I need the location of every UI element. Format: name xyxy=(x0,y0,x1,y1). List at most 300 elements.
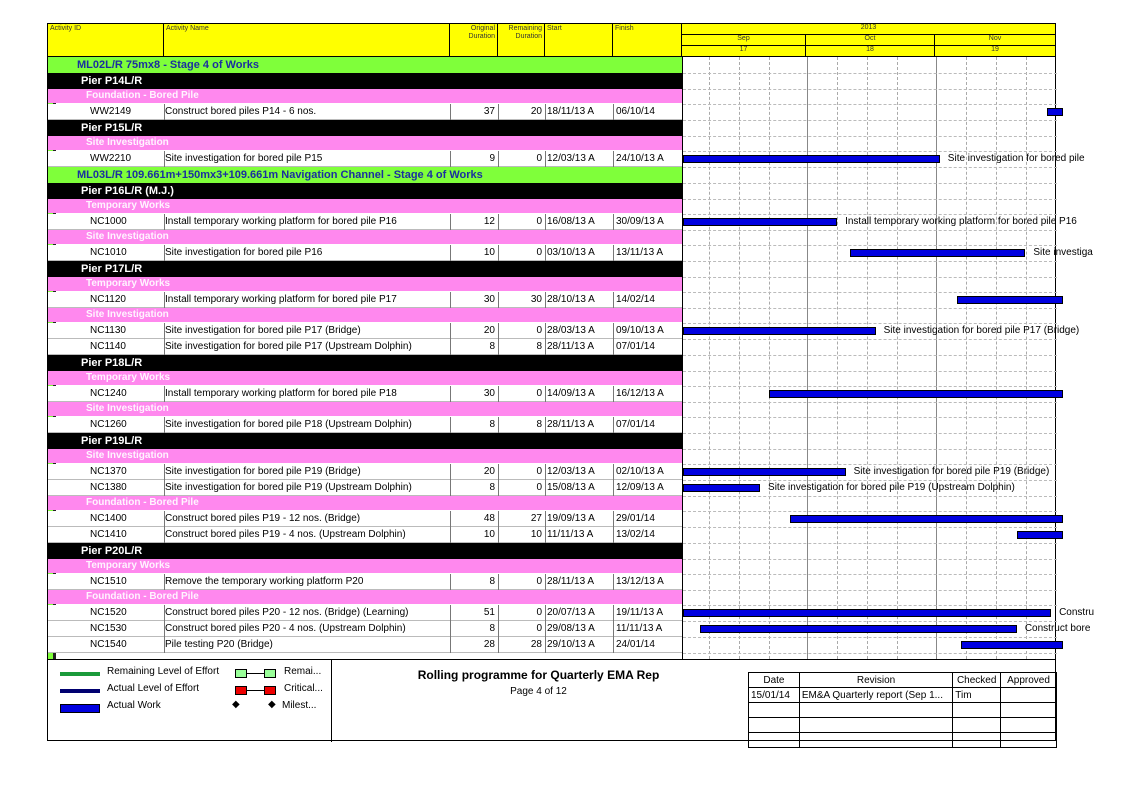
legend-actual-level: Actual Level of Effort xyxy=(107,683,200,694)
column-divider xyxy=(164,527,165,543)
revision-empty-cell xyxy=(953,733,1001,748)
work-category-row[interactable] xyxy=(48,449,682,463)
column-divider xyxy=(545,151,546,167)
activity-id: NC1140 xyxy=(90,341,126,352)
activity-row[interactable] xyxy=(48,621,682,637)
revision-checked: Tim xyxy=(953,688,1001,703)
column-divider xyxy=(545,480,546,496)
legend-milestone: Milest... xyxy=(282,700,317,711)
timescale-week-17: 17 xyxy=(682,46,806,57)
finish-date: 07/01/14 xyxy=(616,341,655,352)
column-divider xyxy=(498,151,499,167)
original-duration: 30 xyxy=(483,388,495,399)
row-gridline xyxy=(683,292,1057,293)
remaining-duration: 20 xyxy=(530,106,542,117)
revision-empty-cell xyxy=(799,703,952,718)
work-category-row[interactable] xyxy=(48,277,682,291)
work-category-row[interactable] xyxy=(48,136,682,150)
bar-label: Site investiga xyxy=(1033,247,1093,258)
column-divider xyxy=(498,386,499,402)
group-label: Pier P17L/R xyxy=(81,263,143,275)
activity-id: NC1520 xyxy=(90,607,127,618)
legend-actual-work: Actual Work xyxy=(107,700,161,711)
activity-name: Pile testing P20 (Bridge) xyxy=(165,639,273,650)
column-divider xyxy=(498,480,499,496)
gantt-report-page xyxy=(47,23,1095,741)
column-divider xyxy=(545,292,546,308)
row-gridline xyxy=(683,496,1057,497)
column-divider xyxy=(164,339,165,355)
finish-date: 24/01/14 xyxy=(616,639,655,650)
activity-row[interactable] xyxy=(48,339,682,355)
finish-date: 06/10/14 xyxy=(616,106,655,117)
pier-band xyxy=(683,543,1057,559)
column-divider xyxy=(545,339,546,355)
column-divider xyxy=(613,323,614,339)
work-category-row[interactable] xyxy=(48,402,682,416)
column-divider xyxy=(164,104,165,120)
row-gridline xyxy=(683,417,1057,418)
finish-date: 30/09/13 A xyxy=(616,216,664,227)
wbs-group-row[interactable] xyxy=(48,167,682,183)
activity-name: Site investigation for bored pile P15 xyxy=(165,153,323,164)
activity-name: Construct bored piles P14 - 6 nos. xyxy=(165,106,317,117)
column-divider xyxy=(613,104,614,120)
activity-name: Remove the temporary working platform P20 xyxy=(165,576,364,587)
column-divider xyxy=(545,245,546,261)
activity-bar[interactable] xyxy=(683,155,940,163)
row-gridline xyxy=(683,449,1057,450)
column-divider xyxy=(613,339,614,355)
group-label: ML02L/R 75mx8 - Stage 4 of Works xyxy=(77,59,259,71)
header-finish[interactable]: Finish xyxy=(613,24,682,57)
column-divider xyxy=(164,574,165,590)
column-divider xyxy=(498,511,499,527)
column-divider xyxy=(498,621,499,637)
finish-date: 13/12/13 A xyxy=(616,576,664,587)
activity-row[interactable] xyxy=(48,574,682,590)
report-title: Rolling programme for Quarterly EMA Rep xyxy=(417,668,660,682)
original-duration: 51 xyxy=(483,607,495,618)
group-label: Site Investigation xyxy=(86,137,169,148)
column-divider xyxy=(545,527,546,543)
activity-bar[interactable] xyxy=(957,296,1063,304)
column-divider xyxy=(545,214,546,230)
remaining-duration: 28 xyxy=(530,639,542,650)
header-activity-name[interactable]: Activity Name xyxy=(164,24,450,57)
row-gridline xyxy=(683,214,1057,215)
activity-name: Site investigation for bored pile P17 (Upstream Dolphin) xyxy=(165,341,412,352)
start-date: 11/11/13 A xyxy=(547,529,594,540)
column-divider xyxy=(498,464,499,480)
activity-bar[interactable] xyxy=(850,249,1025,257)
row-gridline xyxy=(683,386,1057,387)
column-divider xyxy=(498,417,499,433)
group-label: Pier P18L/R xyxy=(81,357,143,369)
activity-id: NC1120 xyxy=(90,294,126,305)
column-divider xyxy=(164,292,165,308)
activity-row[interactable] xyxy=(48,323,682,339)
column-divider xyxy=(164,464,165,480)
remaining-duration: 0 xyxy=(536,153,542,164)
column-divider xyxy=(450,104,451,120)
original-duration: 20 xyxy=(483,466,495,477)
remaining-duration: 0 xyxy=(536,388,542,399)
revision-empty-cell xyxy=(953,703,1001,718)
finish-date: 02/10/13 A xyxy=(616,466,664,477)
activity-row[interactable] xyxy=(48,464,682,480)
column-divider xyxy=(498,323,499,339)
activity-bar[interactable] xyxy=(683,327,876,335)
column-divider xyxy=(164,417,165,433)
activity-id: NC1010 xyxy=(90,247,127,258)
column-divider xyxy=(613,464,614,480)
column-divider xyxy=(164,511,165,527)
column-divider xyxy=(450,621,451,637)
bar-label: Site investigation for bored pile P17 (Bridge) xyxy=(883,325,1080,336)
remaining-duration: 8 xyxy=(536,419,542,430)
group-label: Foundation - Bored Pile xyxy=(86,591,199,602)
activity-name: Site investigation for bored pile P19 (Bridge) xyxy=(165,466,361,477)
column-divider xyxy=(164,386,165,402)
remaining-duration: 0 xyxy=(536,247,542,258)
revision-empty-cell xyxy=(953,718,1001,733)
pier-band xyxy=(683,261,1057,277)
remaining-duration: 0 xyxy=(536,607,542,618)
column-divider xyxy=(450,245,451,261)
column-divider xyxy=(498,245,499,261)
activity-name: Construct bored piles P19 - 12 nos. (Bridge) xyxy=(165,513,361,524)
work-category-row[interactable] xyxy=(48,308,682,322)
finish-date: 12/09/13 A xyxy=(616,482,664,493)
activity-id: NC1410 xyxy=(90,529,127,540)
activity-bar[interactable] xyxy=(700,625,1017,633)
group-label: ML03L/R 109.661m+150mx3+109.661m Navigation Channel - Stage 4 of Works xyxy=(77,169,483,181)
activity-id: NC1540 xyxy=(90,639,127,650)
activity-name: Site investigation for bored pile P19 (Upstream Dolphin) xyxy=(165,482,412,493)
column-divider xyxy=(613,527,614,543)
group-label: Foundation - Bored Pile xyxy=(86,90,199,101)
start-date: 16/08/13 A xyxy=(547,216,595,227)
start-date: 28/03/13 A xyxy=(547,325,595,336)
column-divider xyxy=(613,292,614,308)
pier-group-row[interactable] xyxy=(48,120,682,136)
revision-empty-cell xyxy=(799,718,952,733)
work-category-row[interactable] xyxy=(48,590,682,604)
activity-row[interactable] xyxy=(48,214,682,230)
pier-group-row[interactable] xyxy=(48,73,682,89)
original-duration: 12 xyxy=(483,216,495,227)
original-duration: 10 xyxy=(483,529,495,540)
group-label: Foundation - Bored Pile xyxy=(86,497,199,508)
activity-bar[interactable] xyxy=(683,218,837,226)
group-label: Site Investigation xyxy=(86,231,169,242)
activity-bar[interactable] xyxy=(683,468,846,476)
row-gridline xyxy=(683,653,1057,654)
work-category-row[interactable] xyxy=(48,89,682,103)
activity-row[interactable] xyxy=(48,386,682,402)
finish-date: 29/01/14 xyxy=(616,513,655,524)
timescale-month-nov: Nov xyxy=(935,35,1055,46)
activity-id: NC1510 xyxy=(90,576,127,587)
activity-name: Site investigation for bored pile P18 (Upstream Dolphin) xyxy=(165,419,412,430)
original-duration: 28 xyxy=(483,639,495,650)
activity-id: NC1130 xyxy=(90,325,126,336)
activity-id: NC1000 xyxy=(90,216,127,227)
work-category-row[interactable] xyxy=(48,559,682,573)
pier-group-row[interactable] xyxy=(48,183,682,199)
group-label: Temporary Works xyxy=(86,372,171,383)
activity-row[interactable] xyxy=(48,605,682,621)
group-label: Temporary Works xyxy=(86,560,171,571)
original-duration: 8 xyxy=(489,341,495,352)
finish-date: 13/02/14 xyxy=(616,529,655,540)
activity-bar[interactable] xyxy=(769,390,1063,398)
pier-group-row[interactable] xyxy=(48,261,682,277)
milestone-icon: ◆ xyxy=(268,699,276,710)
row-gridline xyxy=(683,480,1057,481)
activity-bar[interactable] xyxy=(683,609,1051,617)
original-duration: 20 xyxy=(483,325,495,336)
remaining-duration: 0 xyxy=(536,576,542,587)
actual-work-swatch xyxy=(60,704,100,713)
column-divider xyxy=(498,339,499,355)
start-date: 14/09/13 A xyxy=(547,388,595,399)
bar-label: Install temporary working platform for bored pile P16 xyxy=(845,216,1077,227)
column-divider xyxy=(545,386,546,402)
original-duration: 8 xyxy=(489,576,495,587)
pier-group-row[interactable] xyxy=(48,433,682,449)
column-divider xyxy=(164,245,165,261)
finish-date: 16/12/13 A xyxy=(616,388,664,399)
remaining-duration: 8 xyxy=(536,341,542,352)
finish-date: 11/11/13 A xyxy=(616,623,663,634)
column-divider xyxy=(164,151,165,167)
start-date: 12/03/13 A xyxy=(547,466,595,477)
row-gridline xyxy=(683,511,1057,512)
activity-name: Site investigation for bored pile P16 xyxy=(165,247,323,258)
row-gridline xyxy=(683,402,1057,403)
pier-band xyxy=(683,355,1057,371)
row-gridline xyxy=(683,371,1057,372)
row-gridline xyxy=(683,104,1057,105)
page-number: Page 4 of 12 xyxy=(510,686,567,697)
revision-empty-cell xyxy=(749,703,800,718)
activity-row[interactable] xyxy=(48,511,682,527)
header-start[interactable]: Start xyxy=(545,24,613,57)
column-divider xyxy=(498,605,499,621)
activity-name: Construct bored piles P19 - 4 nos. (Upstream Dolphin) xyxy=(165,529,406,540)
column-divider xyxy=(613,480,614,496)
row-gridline xyxy=(683,167,1057,168)
activity-id: NC1240 xyxy=(90,388,127,399)
bar-label: Site investigation for bored pile P19 (Upstream Dolphin) xyxy=(768,482,1015,493)
row-gridline xyxy=(683,339,1057,340)
group-label: Temporary Works xyxy=(86,200,171,211)
row-gridline xyxy=(683,574,1057,575)
column-divider xyxy=(164,323,165,339)
activity-row[interactable] xyxy=(48,292,682,308)
column-divider xyxy=(164,605,165,621)
revision-date: 15/01/14 xyxy=(749,688,800,703)
activity-name: Install temporary working platform for bored pile P16 xyxy=(165,216,397,227)
column-divider xyxy=(613,621,614,637)
row-gridline xyxy=(683,527,1057,528)
start-date: 29/10/13 A xyxy=(547,639,595,650)
remaining-duration: 0 xyxy=(536,325,542,336)
work-category-row[interactable] xyxy=(48,496,682,510)
column-divider xyxy=(613,605,614,621)
header-remaining-duration[interactable]: Remaining Duration xyxy=(498,24,545,57)
pier-group-row[interactable] xyxy=(48,543,682,559)
revision-header-checked: Checked xyxy=(953,673,1001,688)
remaining-duration: 0 xyxy=(536,623,542,634)
activity-row[interactable] xyxy=(48,480,682,496)
column-divider xyxy=(545,417,546,433)
column-divider xyxy=(450,637,451,653)
bar-label: Construct bore xyxy=(1024,623,1091,634)
pier-band xyxy=(683,120,1057,136)
remaining-duration: 0 xyxy=(536,466,542,477)
critical-swatch xyxy=(235,686,276,695)
legend-critical: Critical... xyxy=(284,683,323,694)
finish-date: 13/11/13 A xyxy=(616,247,664,258)
column-divider xyxy=(498,292,499,308)
activity-name: Construct bored piles P20 - 4 nos. (Upstream Dolphin) xyxy=(165,623,406,634)
start-date: 20/07/13 A xyxy=(547,607,595,618)
remaining-duration: 10 xyxy=(530,529,542,540)
original-duration: 10 xyxy=(483,247,495,258)
column-divider xyxy=(450,464,451,480)
work-category-row[interactable] xyxy=(48,371,682,385)
remaining-duration: 27 xyxy=(530,513,542,524)
activity-bar[interactable] xyxy=(1017,531,1063,539)
bar-label: Site investigation for bored pile P19 (Bridge) xyxy=(853,466,1050,477)
row-gridline xyxy=(683,464,1057,465)
timescale-month-oct: Oct xyxy=(806,35,935,46)
milestone-icon: ◆ xyxy=(232,699,240,710)
group-label: Site Investigation xyxy=(86,309,169,320)
column-divider xyxy=(498,527,499,543)
timescale-week-19: 19 xyxy=(935,46,1055,57)
column-divider xyxy=(164,214,165,230)
pier-band xyxy=(683,433,1057,449)
start-date: 29/08/13 A xyxy=(547,623,595,634)
column-divider xyxy=(450,292,451,308)
activity-name: Site investigation for bored pile P17 (Bridge) xyxy=(165,325,361,336)
group-label: Pier P20L/R xyxy=(81,545,143,557)
column-divider xyxy=(545,637,546,653)
start-date: 28/11/13 A xyxy=(547,576,595,587)
header-original-duration[interactable]: Original Duration xyxy=(450,24,498,57)
group-label: Pier P19L/R xyxy=(81,435,143,447)
column-divider xyxy=(450,323,451,339)
start-date: 12/03/13 A xyxy=(547,153,595,164)
row-gridline xyxy=(683,590,1057,591)
activity-bar[interactable] xyxy=(961,641,1063,649)
activity-id: NC1380 xyxy=(90,482,127,493)
wbs-group-row[interactable] xyxy=(48,57,682,73)
column-divider xyxy=(498,637,499,653)
timescale-year: 2013 xyxy=(682,24,1055,35)
revision-approved xyxy=(1001,688,1057,703)
column-divider xyxy=(545,574,546,590)
activity-id: WW2149 xyxy=(90,106,132,117)
column-divider xyxy=(450,214,451,230)
finish-date: 07/01/14 xyxy=(616,419,655,430)
activity-id: WW2210 xyxy=(90,153,132,164)
row-gridline xyxy=(683,230,1057,231)
start-date: 03/10/13 A xyxy=(547,247,595,258)
work-category-row[interactable] xyxy=(48,199,682,213)
column-divider xyxy=(613,511,614,527)
column-divider xyxy=(498,574,499,590)
row-gridline xyxy=(683,245,1057,246)
activity-bar[interactable] xyxy=(683,484,760,492)
pier-group-row[interactable] xyxy=(48,355,682,371)
column-divider xyxy=(498,104,499,120)
column-divider xyxy=(545,621,546,637)
work-category-row[interactable] xyxy=(48,230,682,244)
row-gridline xyxy=(683,559,1057,560)
remaining-level-swatch xyxy=(60,672,100,676)
activity-id: NC1400 xyxy=(90,513,127,524)
row-gridline xyxy=(683,89,1057,90)
activity-row[interactable] xyxy=(48,151,682,167)
column-divider xyxy=(450,527,451,543)
activity-bar[interactable] xyxy=(1047,108,1063,116)
activity-row[interactable] xyxy=(48,104,682,120)
revision-table xyxy=(748,672,1057,748)
pier-band xyxy=(683,73,1057,89)
start-date: 19/09/13 A xyxy=(547,513,595,524)
start-date: 28/11/13 A xyxy=(547,419,595,430)
start-date: 28/11/13 A xyxy=(547,341,595,352)
activity-name: Install temporary working platform for bored pile P17 xyxy=(165,294,397,305)
revision-desc: EM&A Quarterly report (Sep 1... xyxy=(799,688,952,703)
bar-label: Constru xyxy=(1059,607,1095,618)
activity-id: NC1370 xyxy=(90,466,127,477)
timescale-week-18: 18 xyxy=(806,46,935,57)
row-gridline xyxy=(683,277,1057,278)
finish-date: 14/02/14 xyxy=(616,294,655,305)
column-divider xyxy=(613,386,614,402)
group-label: Pier P14L/R xyxy=(81,75,143,87)
activity-bar[interactable] xyxy=(790,515,1063,523)
row-gridline xyxy=(683,323,1057,324)
column-divider xyxy=(450,151,451,167)
finish-date: 09/10/13 A xyxy=(616,325,664,336)
activity-row[interactable] xyxy=(48,527,682,543)
activity-row[interactable] xyxy=(48,637,682,653)
column-divider xyxy=(613,214,614,230)
column-divider xyxy=(450,386,451,402)
activity-row[interactable] xyxy=(48,417,682,433)
original-duration: 8 xyxy=(489,482,495,493)
pier-band xyxy=(683,183,1057,199)
original-duration: 9 xyxy=(489,153,495,164)
legend-remaining-work: Remai... xyxy=(284,666,322,677)
original-duration: 37 xyxy=(483,106,495,117)
revision-header-revision: Revision xyxy=(799,673,952,688)
activity-name: Construct bored piles P20 - 12 nos. (Bridge) (Learning) xyxy=(165,607,409,618)
header-activity-id[interactable]: Activity ID xyxy=(48,24,164,57)
activity-row[interactable] xyxy=(48,245,682,261)
column-divider xyxy=(164,637,165,653)
column-divider xyxy=(450,480,451,496)
legend-remaining-level: Remaining Level of Effort xyxy=(107,666,220,677)
remaining-duration: 0 xyxy=(536,216,542,227)
